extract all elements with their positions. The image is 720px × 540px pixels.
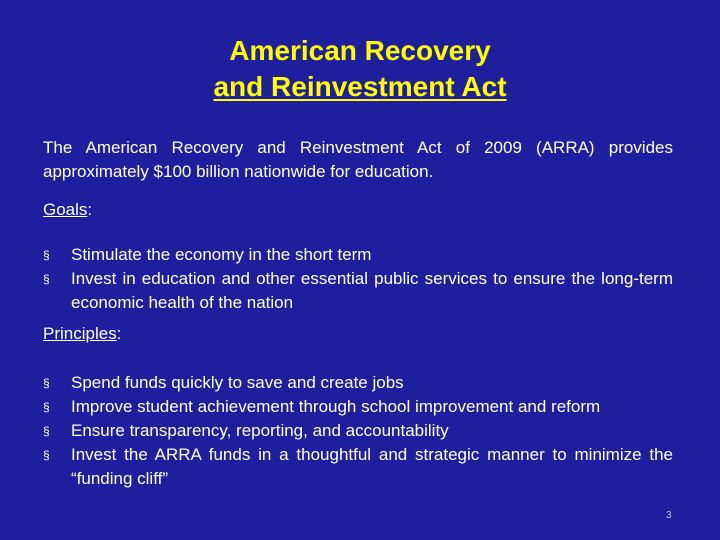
principles-suffix: : [116, 324, 122, 343]
title-line-2: and Reinvestment Act [213, 71, 507, 102]
section-bullet-icon: § [43, 400, 50, 414]
title-line-1: American Recovery [229, 35, 491, 66]
goals-heading [43, 198, 92, 222]
section-bullet-icon: § [43, 376, 50, 390]
section-bullet-icon: § [43, 424, 50, 438]
section-bullet-icon: § [43, 272, 50, 286]
principles-heading [43, 322, 121, 346]
section-bullet-icon: § [43, 448, 50, 462]
goal-item-text: Invest in education and other essential public services to ensure the long-term economic health of the nation [71, 269, 673, 312]
goals-suffix: : [87, 200, 93, 219]
goal-item-text: Stimulate the economy in the short term [71, 245, 372, 264]
principle-item-text: Ensure transparency, reporting, and accountability [71, 421, 449, 440]
principles-label: Principles [43, 324, 117, 343]
principle-item-text: Improve student achievement through school improvement and reform [71, 397, 601, 416]
goals-label: Goals [43, 200, 88, 219]
principle-item-1 [43, 371, 673, 395]
principle-item-text: Invest the ARRA funds in a thoughtful and strategic manner to minimize the “funding cliff” [71, 445, 673, 488]
goal-item-2 [43, 267, 673, 315]
goal-item-1 [43, 243, 673, 267]
page-number: 3 [666, 510, 672, 521]
principles-list [43, 371, 673, 491]
slide-title [0, 33, 720, 105]
goals-list [43, 243, 673, 315]
principle-item-2 [43, 395, 673, 419]
section-bullet-icon: § [43, 248, 50, 262]
principle-item-3 [43, 419, 673, 443]
principle-item-4 [43, 443, 673, 491]
principle-item-text: Spend funds quickly to save and create jobs [71, 373, 404, 392]
intro-paragraph: The American Recovery and Reinvestment Act of 2009 (ARRA) provides approximately $100 billion nationwide for education. [43, 138, 673, 181]
